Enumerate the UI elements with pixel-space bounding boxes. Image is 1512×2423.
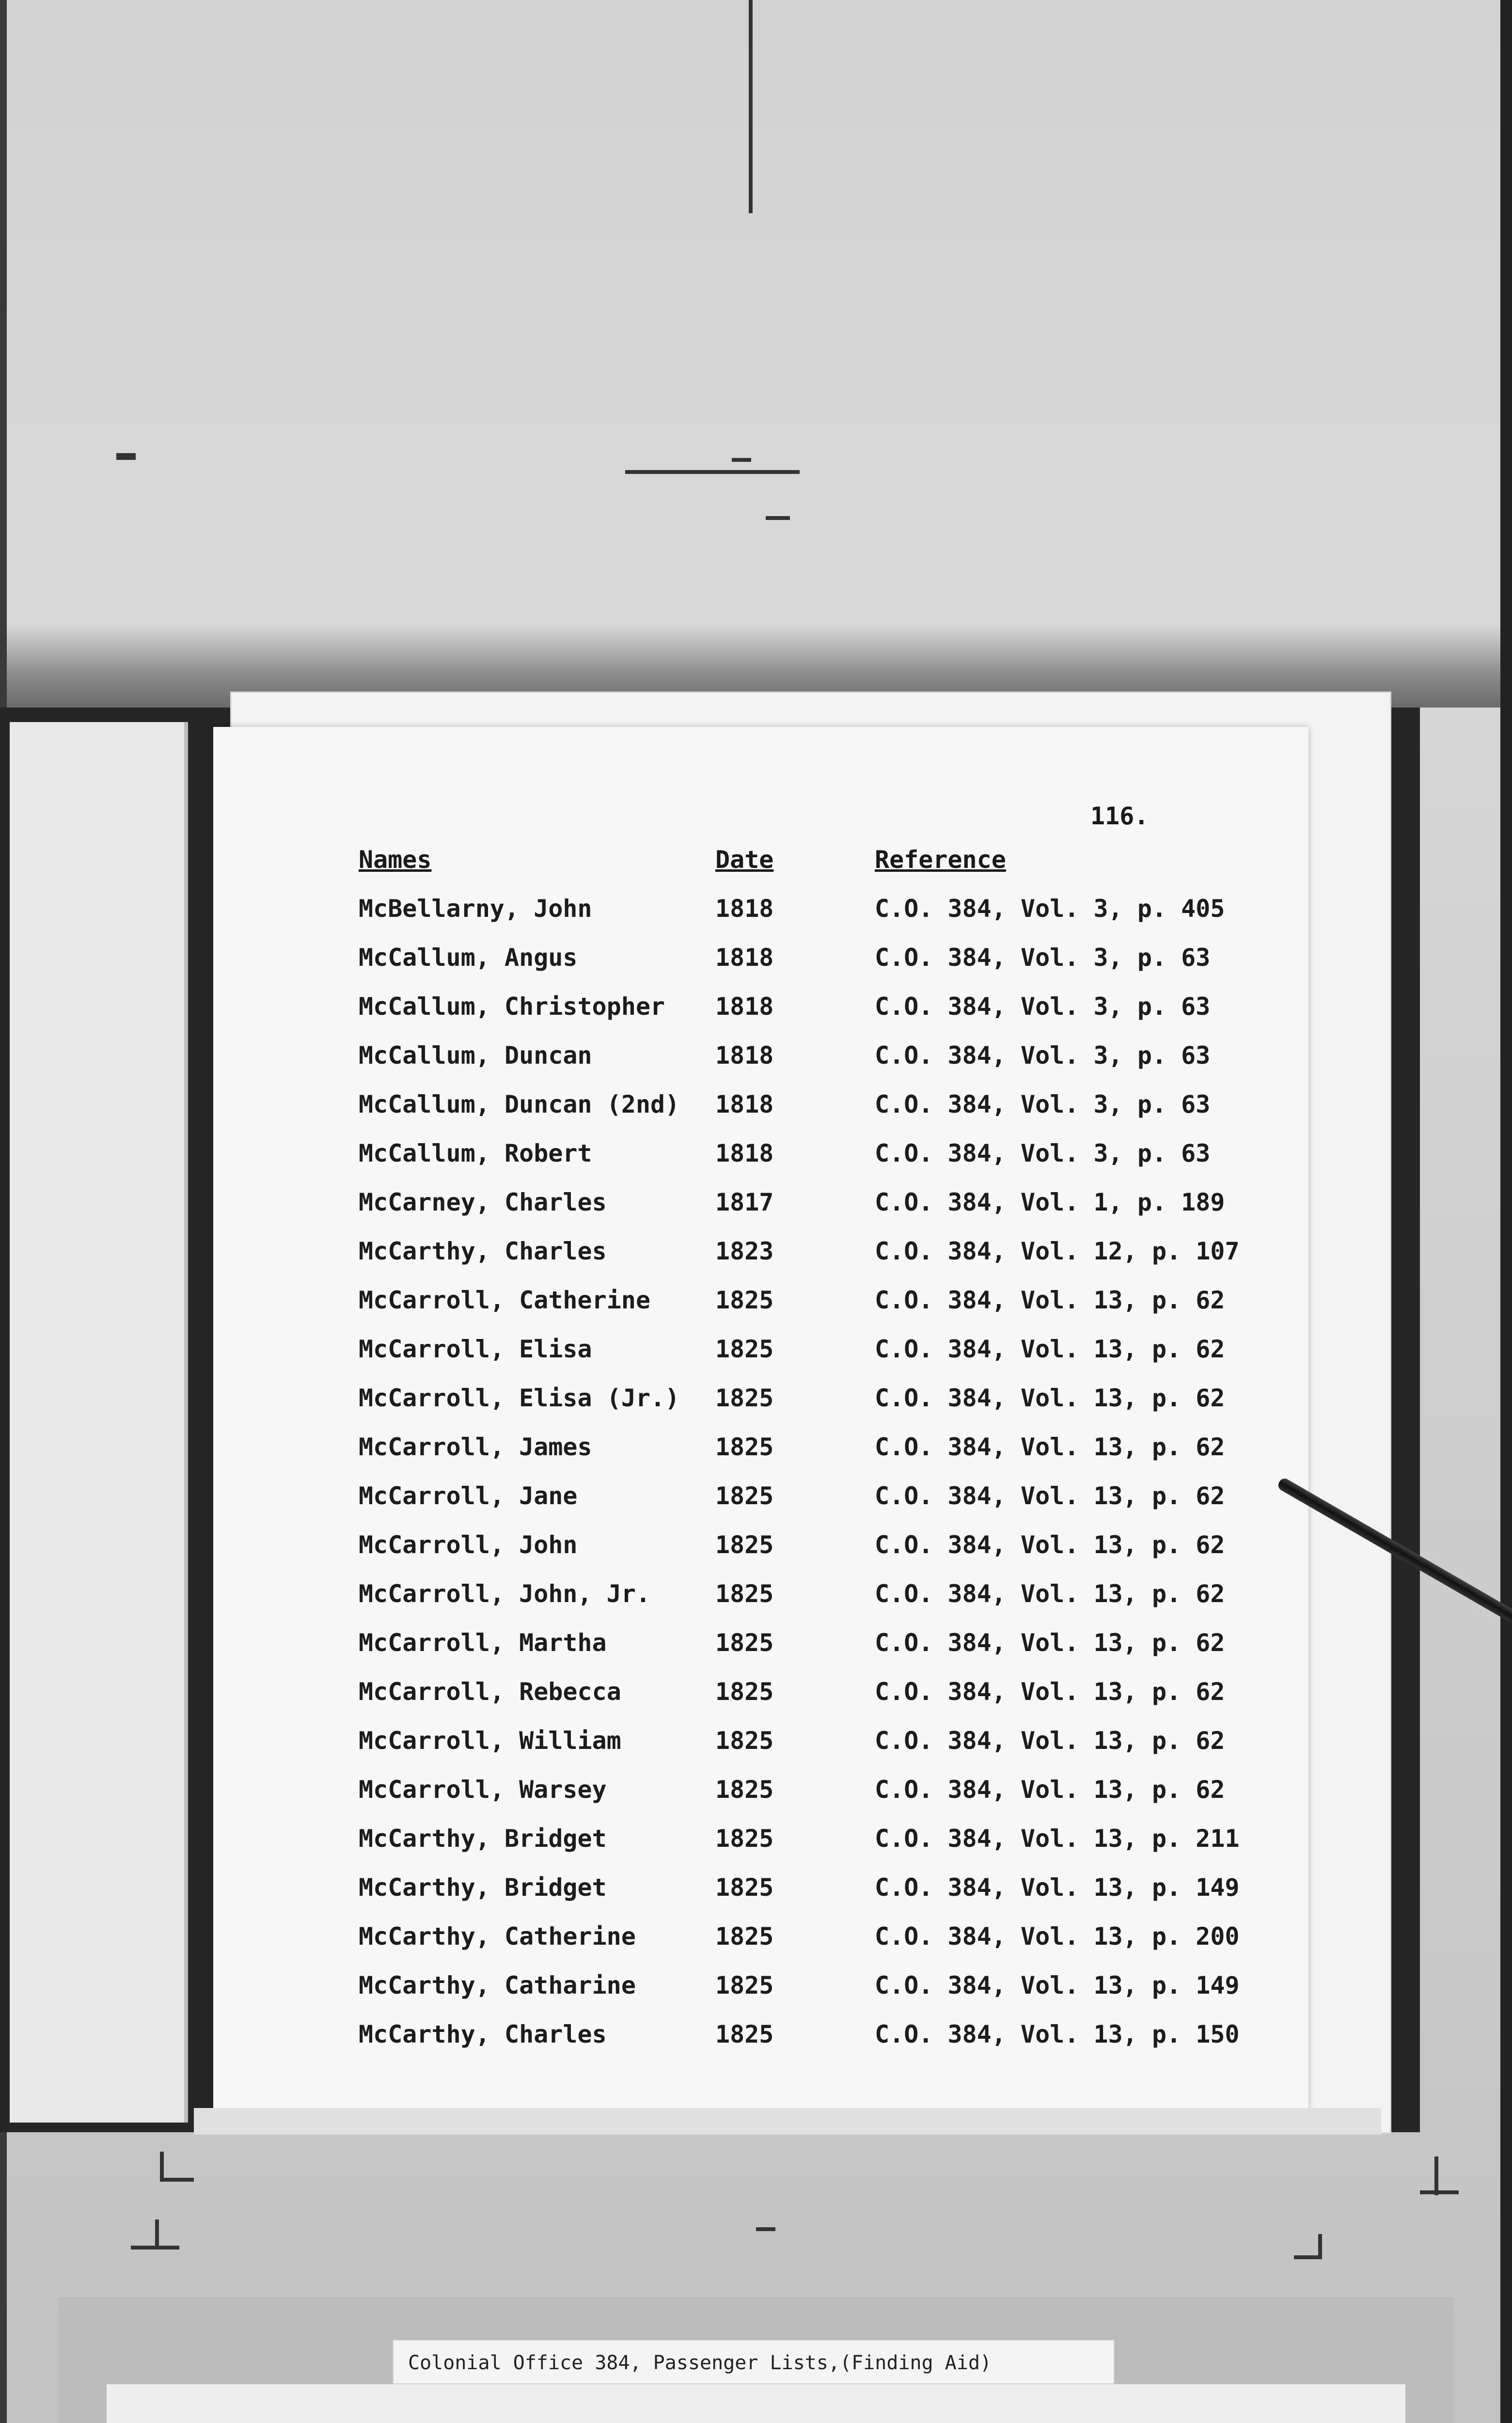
row-date: 1825 bbox=[715, 1727, 774, 1755]
row-reference: C.O. 384, Vol. 13, p. 211 bbox=[875, 1825, 1240, 1853]
table-row bbox=[0, 1481, 1308, 1530]
row-date: 1825 bbox=[715, 1825, 774, 1853]
row-date: 1825 bbox=[715, 1433, 774, 1461]
page-number: 116. bbox=[1090, 802, 1149, 830]
row-date: 1825 bbox=[715, 1335, 774, 1363]
row-name: McCallum, Robert bbox=[359, 1139, 592, 1167]
binder-bottom-strip bbox=[194, 2108, 1381, 2135]
table-row bbox=[0, 992, 1308, 1040]
table-row bbox=[0, 1384, 1308, 1432]
table-row bbox=[0, 1041, 1308, 1089]
table-row bbox=[0, 1139, 1308, 1187]
row-date: 1825 bbox=[715, 1873, 774, 1902]
row-date: 1825 bbox=[715, 1286, 774, 1314]
row-reference: C.O. 384, Vol. 1, p. 189 bbox=[875, 1188, 1225, 1216]
finding-aid-label: Colonial Office 384, Passenger Lists,(Finding Aid) bbox=[393, 2340, 1115, 2384]
row-date: 1825 bbox=[715, 1971, 774, 1999]
row-reference: C.O. 384, Vol. 13, p. 62 bbox=[875, 1335, 1225, 1363]
row-date: 1818 bbox=[715, 944, 774, 972]
registration-mark bbox=[116, 453, 136, 460]
table-row bbox=[0, 1726, 1308, 1775]
registration-mark bbox=[131, 2246, 179, 2250]
row-date: 1818 bbox=[715, 1090, 774, 1118]
table-row bbox=[0, 1237, 1308, 1285]
row-reference: C.O. 384, Vol. 13, p. 62 bbox=[875, 1629, 1225, 1657]
registration-mark bbox=[1420, 2190, 1459, 2194]
table-row bbox=[0, 1677, 1308, 1726]
row-date: 1825 bbox=[715, 1482, 774, 1510]
registration-mark bbox=[756, 2227, 775, 2231]
table-row bbox=[0, 1335, 1308, 1383]
row-reference: C.O. 384, Vol. 13, p. 62 bbox=[875, 1531, 1225, 1559]
row-reference: C.O. 384, Vol. 3, p. 63 bbox=[875, 992, 1211, 1021]
row-reference: C.O. 384, Vol. 13, p. 62 bbox=[875, 1286, 1225, 1314]
row-date: 1825 bbox=[715, 1678, 774, 1706]
row-name: McCarthy, Charles bbox=[359, 2020, 607, 2048]
registration-mark bbox=[155, 2219, 159, 2249]
row-reference: C.O. 384, Vol. 13, p. 149 bbox=[875, 1971, 1240, 1999]
row-name: McCarthy, Catherine bbox=[359, 1922, 636, 1951]
row-name: McCarney, Charles bbox=[359, 1188, 607, 1216]
row-reference: C.O. 384, Vol. 13, p. 62 bbox=[875, 1580, 1225, 1608]
registration-mark bbox=[766, 516, 790, 520]
row-date: 1818 bbox=[715, 992, 774, 1021]
archive-label bbox=[107, 2384, 1405, 2423]
row-reference: C.O. 384, Vol. 3, p. 63 bbox=[875, 1090, 1211, 1118]
registration-mark bbox=[160, 2178, 194, 2182]
row-name: McCarthy, Catharine bbox=[359, 1971, 636, 1999]
registration-mark bbox=[625, 470, 800, 474]
table-row bbox=[0, 1090, 1308, 1138]
table-row bbox=[0, 1922, 1308, 1970]
table-row bbox=[0, 2020, 1308, 2068]
row-reference: C.O. 384, Vol. 13, p. 200 bbox=[875, 1922, 1240, 1951]
table-row bbox=[0, 1971, 1308, 2019]
row-reference: C.O. 384, Vol. 13, p. 149 bbox=[875, 1873, 1240, 1902]
row-name: McCarroll, Jane bbox=[359, 1482, 578, 1510]
right-frame-edge bbox=[1500, 0, 1512, 2423]
row-reference: C.O. 384, Vol. 13, p. 150 bbox=[875, 2020, 1240, 2048]
table-row bbox=[0, 1628, 1308, 1677]
row-name: McCarroll, Rebecca bbox=[359, 1678, 621, 1706]
row-name: McCarroll, Martha bbox=[359, 1629, 607, 1657]
registration-mark bbox=[1434, 2156, 1438, 2195]
row-date: 1825 bbox=[715, 1531, 774, 1559]
row-reference: C.O. 384, Vol. 13, p. 62 bbox=[875, 1433, 1225, 1461]
row-reference: C.O. 384, Vol. 3, p. 405 bbox=[875, 895, 1225, 923]
row-date: 1825 bbox=[715, 1580, 774, 1608]
row-name: McBellarny, John bbox=[359, 895, 592, 923]
row-reference: C.O. 384, Vol. 13, p. 62 bbox=[875, 1678, 1225, 1706]
row-name: McCarroll, John bbox=[359, 1531, 578, 1559]
row-name: McCallum, Duncan bbox=[359, 1041, 592, 1070]
row-name: McCarroll, John, Jr. bbox=[359, 1580, 651, 1608]
row-name: McCallum, Christopher bbox=[359, 992, 665, 1021]
table-row bbox=[0, 894, 1308, 943]
row-date: 1825 bbox=[715, 2020, 774, 2048]
table-row bbox=[0, 1188, 1308, 1236]
row-name: McCarroll, Catherine bbox=[359, 1286, 651, 1314]
row-date: 1825 bbox=[715, 1384, 774, 1412]
table-row bbox=[0, 1873, 1308, 1921]
row-reference: C.O. 384, Vol. 12, p. 107 bbox=[875, 1237, 1240, 1265]
column-header-date: Date bbox=[715, 846, 774, 874]
row-name: McCarroll, William bbox=[359, 1727, 621, 1755]
registration-mark bbox=[160, 2152, 164, 2181]
row-reference: C.O. 384, Vol. 3, p. 63 bbox=[875, 1041, 1211, 1070]
row-reference: C.O. 384, Vol. 3, p. 63 bbox=[875, 944, 1211, 972]
row-name: McCarthy, Bridget bbox=[359, 1825, 607, 1853]
row-name: McCarroll, James bbox=[359, 1433, 592, 1461]
table-row bbox=[0, 943, 1308, 991]
row-date: 1818 bbox=[715, 1041, 774, 1070]
table-row bbox=[0, 1775, 1308, 1824]
row-date: 1817 bbox=[715, 1188, 774, 1216]
row-date: 1825 bbox=[715, 1776, 774, 1804]
registration-mark bbox=[1318, 2234, 1322, 2258]
row-name: McCarroll, Elisa bbox=[359, 1335, 592, 1363]
row-date: 1818 bbox=[715, 1139, 774, 1167]
row-reference: C.O. 384, Vol. 13, p. 62 bbox=[875, 1727, 1225, 1755]
table-row bbox=[0, 1530, 1308, 1579]
registration-mark bbox=[749, 0, 753, 213]
registration-mark bbox=[1294, 2255, 1322, 2259]
row-date: 1825 bbox=[715, 1922, 774, 1951]
table-row bbox=[0, 1579, 1308, 1628]
row-name: McCarthy, Charles bbox=[359, 1237, 607, 1265]
row-name: McCallum, Duncan (2nd) bbox=[359, 1090, 680, 1118]
row-date: 1818 bbox=[715, 895, 774, 923]
row-reference: C.O. 384, Vol. 13, p. 62 bbox=[875, 1384, 1225, 1412]
row-reference: C.O. 384, Vol. 13, p. 62 bbox=[875, 1776, 1225, 1804]
row-name: McCallum, Angus bbox=[359, 944, 578, 972]
column-header-reference: Reference bbox=[875, 846, 1006, 874]
row-name: McCarroll, Elisa (Jr.) bbox=[359, 1384, 680, 1412]
table-row bbox=[0, 1824, 1308, 1872]
table-row bbox=[0, 1286, 1308, 1334]
row-date: 1823 bbox=[715, 1237, 774, 1265]
registration-mark bbox=[732, 458, 751, 462]
row-date: 1825 bbox=[715, 1629, 774, 1657]
row-reference: C.O. 384, Vol. 13, p. 62 bbox=[875, 1482, 1225, 1510]
row-name: McCarroll, Warsey bbox=[359, 1776, 607, 1804]
row-reference: C.O. 384, Vol. 3, p. 63 bbox=[875, 1139, 1211, 1167]
table-row bbox=[0, 1432, 1308, 1481]
column-header-names: Names bbox=[359, 846, 432, 874]
row-name: McCarthy, Bridget bbox=[359, 1873, 607, 1902]
